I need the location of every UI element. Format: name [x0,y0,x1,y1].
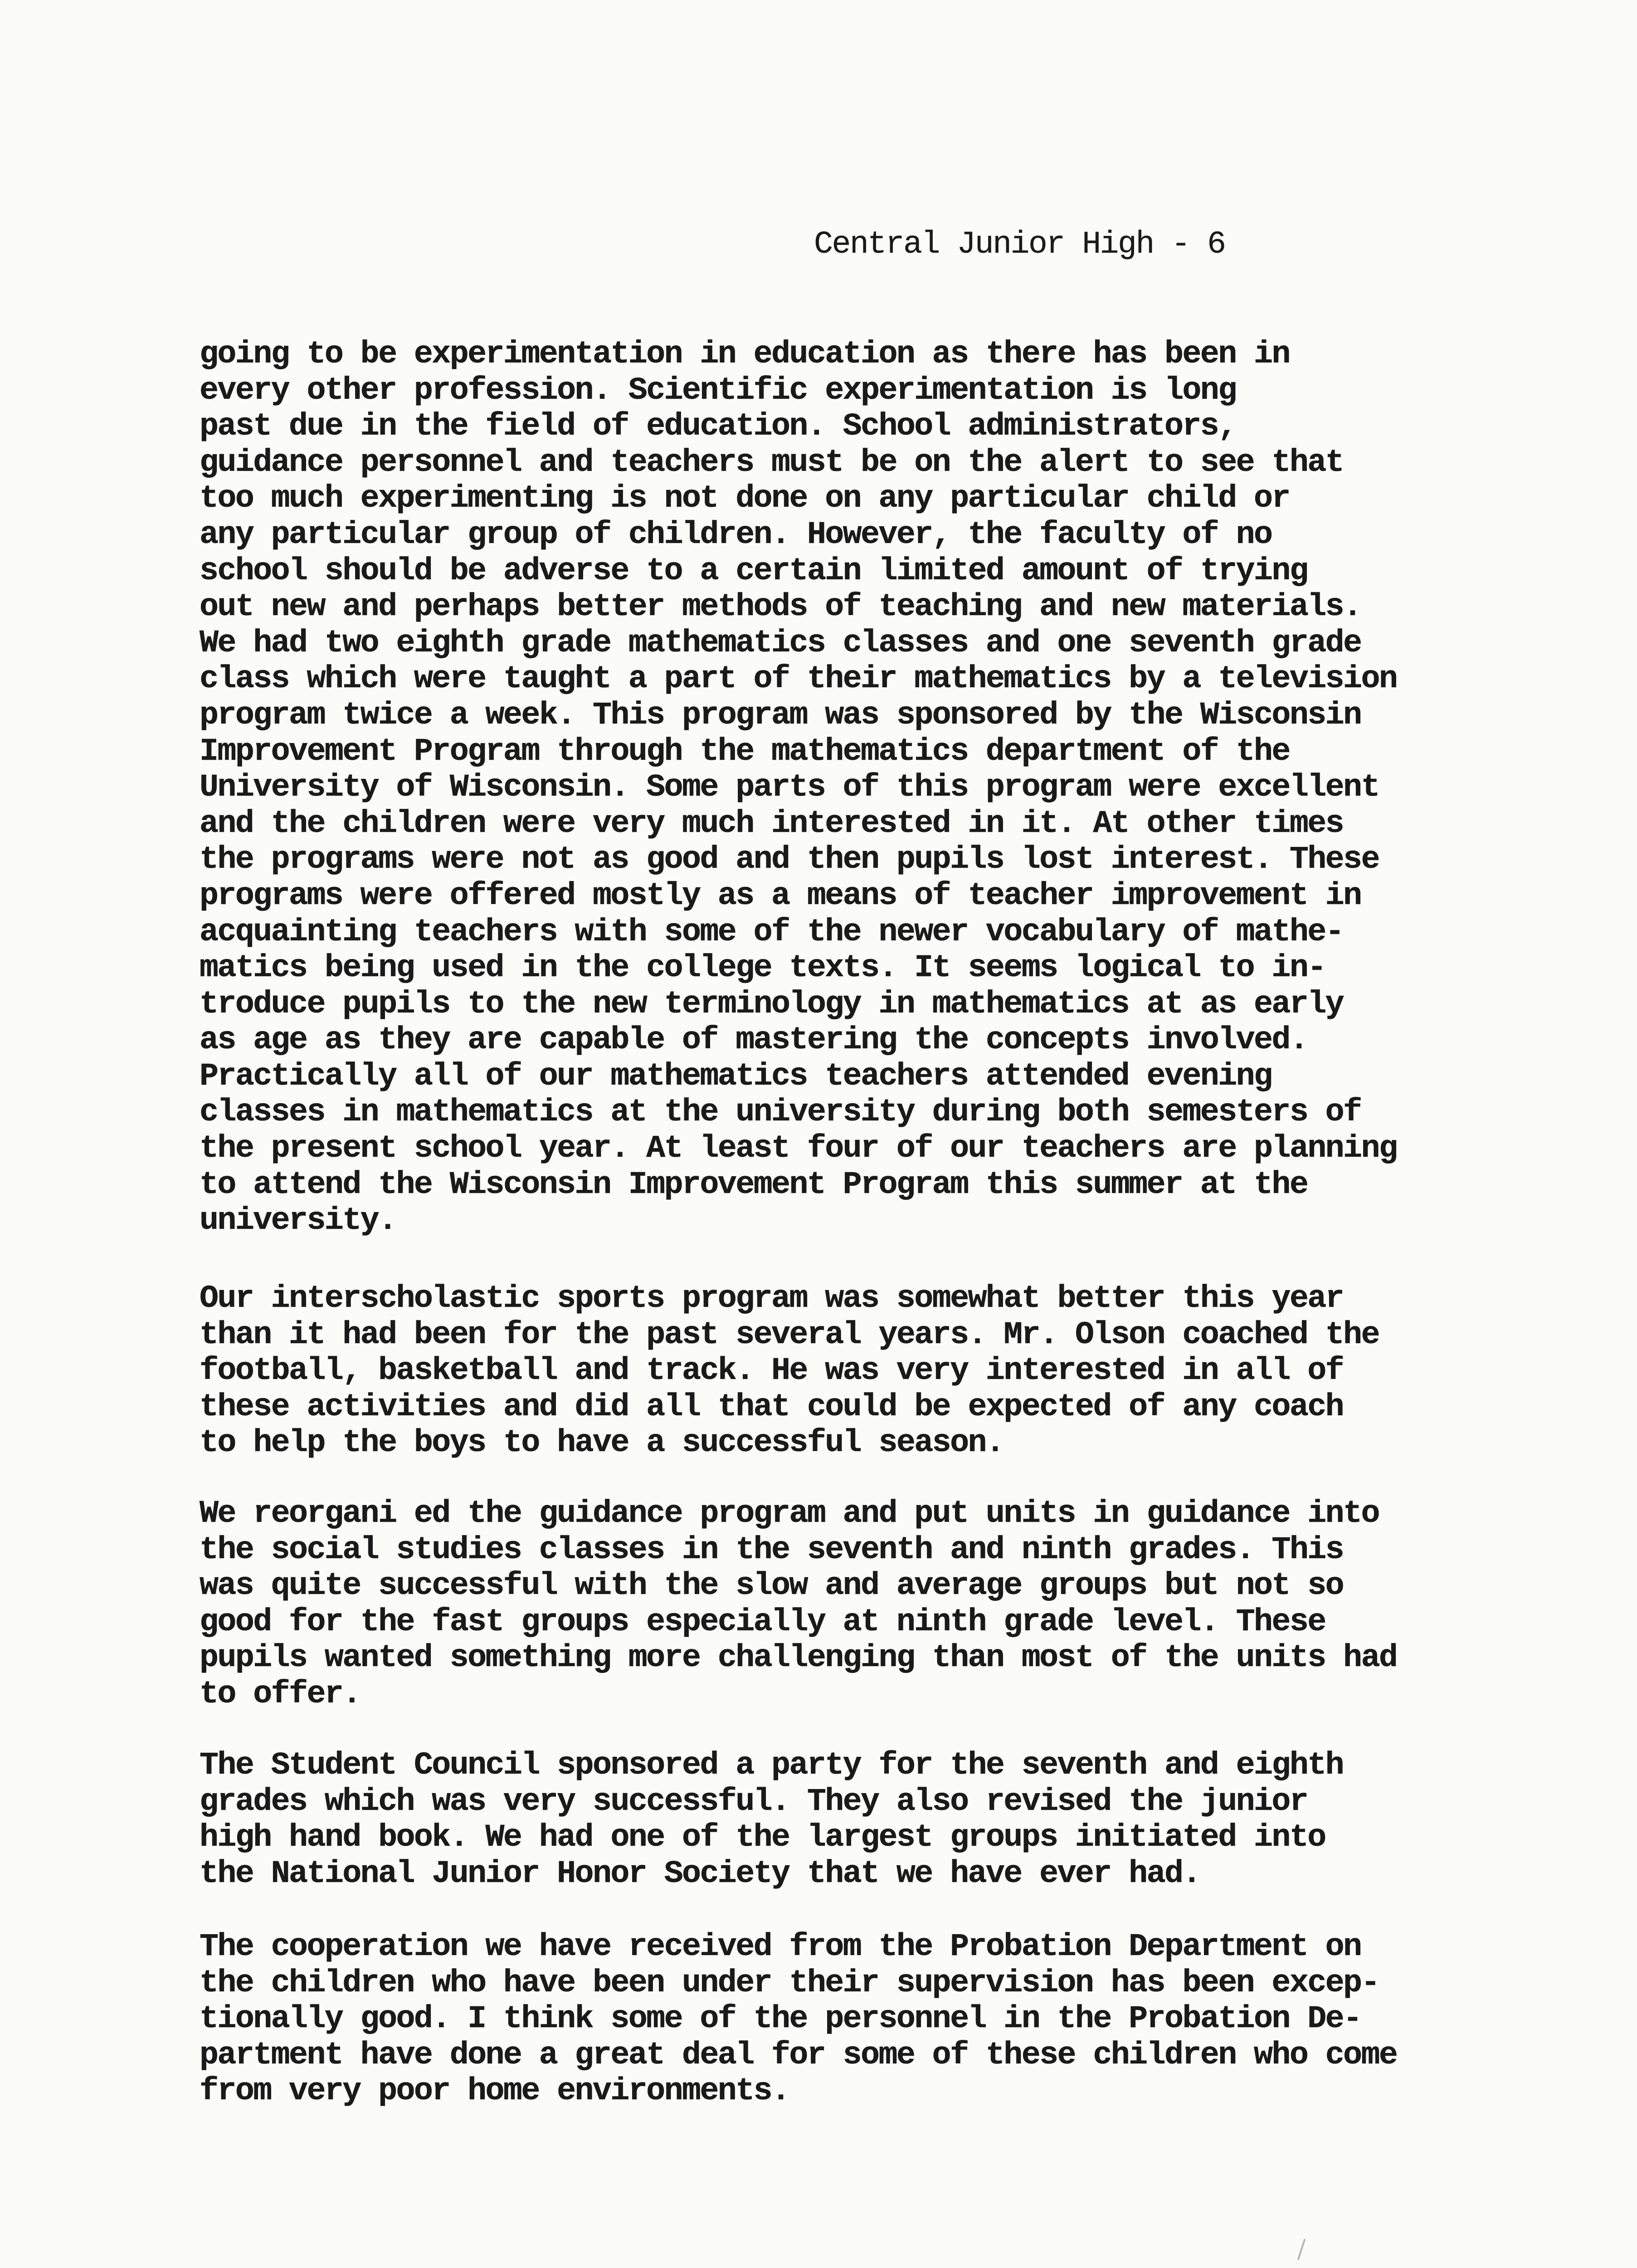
text-line: Improvement Program through the mathematics department of the [200,733,1290,770]
text-line: to attend the Wisconsin Improvement Program this summer at the [200,1167,1308,1203]
text-line: University of Wisconsin. Some parts of this program were excellent [200,770,1379,806]
text-line: school should be adverse to a certain limited amount of trying [200,553,1308,589]
text-line: Our interscholastic sports program was somewhat better this year [200,1281,1344,1317]
text-line: than it had been for the past several years. Mr. Olson coached the [200,1317,1379,1353]
text-line: past due in the field of education. School administrators, [200,409,1236,445]
text-line: good for the fast groups especially at ninth grade level. These [200,1604,1325,1640]
text-line: guidance personnel and teachers must be on the alert to see that [200,445,1344,481]
text-line: the programs were not as good and then pupils lost interest. These [200,842,1379,878]
text-line: out new and perhaps better methods of teaching and new materials. [200,589,1361,626]
text-line: The Student Council sponsored a party for the seventh and eighth [200,1748,1344,1784]
text-line: matics being used in the college texts. It seems logical to in- [200,950,1325,987]
text-line: class which were taught a part of their mathematics by a television [200,661,1397,698]
text-line: these activities and did all that could be expected of any coach [200,1389,1344,1425]
text-line: the children who have been under their supervision has been excep- [200,1965,1379,2001]
text-line: acquainting teachers with some of the newer vocabulary of mathe- [200,914,1344,950]
text-line: too much experimenting is not done on any particular child or [200,481,1290,517]
text-line: The cooperation we have received from the Probation Department on [200,1929,1361,1965]
text-line: classes in mathematics at the university during both semesters of [200,1095,1361,1131]
page-header: Central Junior High - 6 [814,227,1225,263]
text-line: football, basketball and track. He was very interested in all of [200,1353,1344,1389]
text-line: troduce pupils to the new terminology in mathematics at as early [200,986,1344,1022]
text-line: Practically all of our mathematics teachers attended evening [200,1058,1272,1095]
text-line: as age as they are capable of mastering the concepts involved. [200,1022,1308,1059]
text-line: and the children were very much interested in it. At other times [200,806,1344,842]
text-line: partment have done a great deal for some of these children who come [200,2037,1397,2073]
paragraph-education-experimentation [200,337,1560,1239]
paragraph-sports-program [200,1281,1560,1461]
stray-pencil-mark [1297,2239,1306,2260]
text-line: tionally good. I think some of the personnel in the Probation De- [200,2001,1361,2038]
text-line: program twice a week. This program was sponsored by the Wisconsin [200,697,1361,733]
text-line: any particular group of children. However, the faculty of no [200,517,1272,553]
text-line: university. [200,1203,396,1239]
text-line: going to be experimentation in education as there has been in [200,337,1290,372]
text-line: the National Junior Honor Society that we have ever had. [200,1856,1200,1892]
text-line: programs were offered mostly as a means of teacher improvement in [200,878,1361,914]
paragraph-student-council [200,1748,1560,1892]
text-line: to offer. [200,1676,361,1712]
text-line: from very poor home environments. [200,2073,789,2110]
text-line: grades which was very successful. They also revised the junior [200,1784,1308,1820]
paragraph-probation-department [200,1929,1560,2110]
text-line: to help the boys to have a successful season. [200,1425,1004,1461]
text-line: the social studies classes in the seventh and ninth grades. This [200,1532,1344,1568]
text-line: We reorgani ed the guidance program and put units in guidance into [200,1496,1379,1532]
paragraph-guidance-program [200,1496,1560,1713]
text-line: We had two eighth grade mathematics classes and one seventh grade [200,625,1361,661]
text-line: pupils wanted something more challenging than most of the units had [200,1640,1397,1677]
text-line: was quite successful with the slow and average groups but not so [200,1568,1344,1604]
text-line: high hand book. We had one of the largest groups initiated into [200,1820,1325,1856]
text-line: the present school year. At least four of our teachers are planning [200,1131,1397,1167]
text-line: every other profession. Scientific experimentation is long [200,372,1236,409]
